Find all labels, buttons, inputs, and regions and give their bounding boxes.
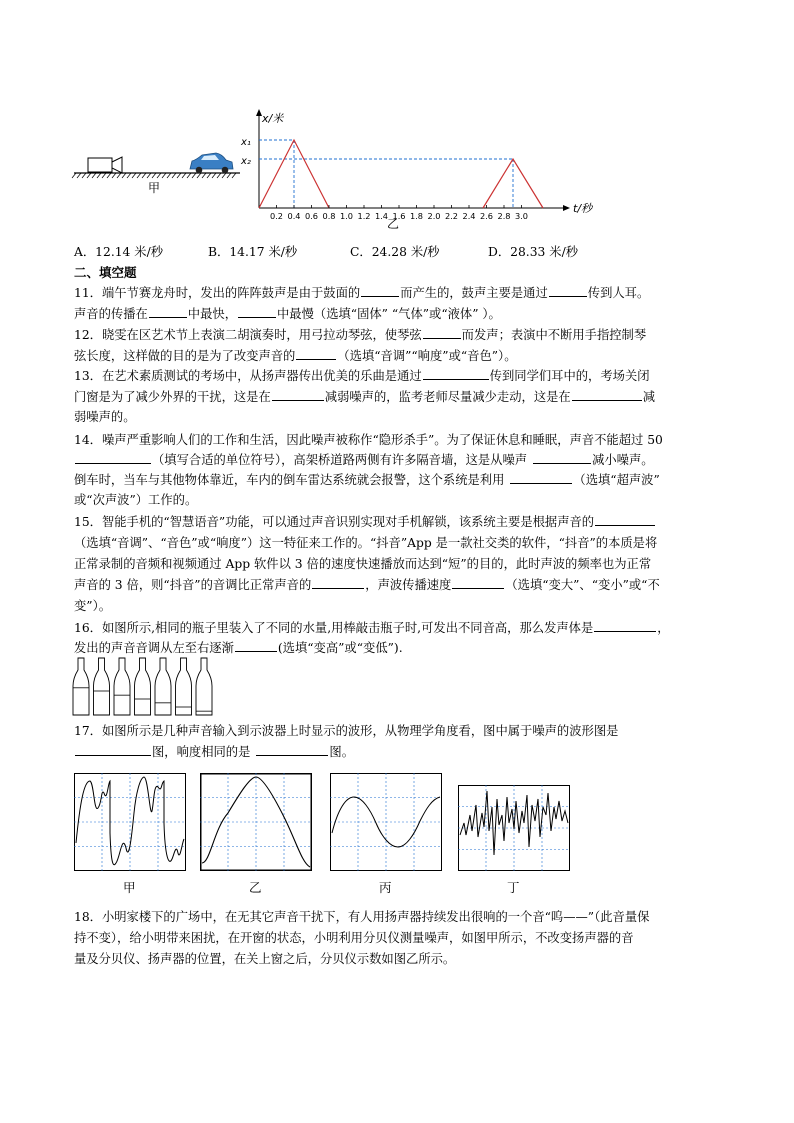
q11-blank-2[interactable] <box>549 283 587 297</box>
y-axis-label: x/米 <box>262 112 284 125</box>
q15-line2: （选填“音调”、“音色”或“响度”）这一特征来工作的。“抖音”App 是一款社交类的软件，“抖音”的本质是将 <box>74 536 658 550</box>
q16-blank-2[interactable] <box>235 638 277 652</box>
q11-line1 <box>74 283 649 303</box>
bottle-icon <box>196 658 212 715</box>
q11-text-3: 传到人耳。 <box>587 286 650 300</box>
waveform-label-yi: 乙 <box>249 880 262 895</box>
q14-blank-3[interactable] <box>510 470 572 484</box>
waveform-label-jia: 甲 <box>123 880 136 895</box>
q13-blank-3[interactable] <box>572 387 642 401</box>
figure-yi-label: 乙 <box>387 217 400 231</box>
q15-text-3: ，声波传播速度 <box>365 578 452 592</box>
waveform-jia <box>74 773 186 871</box>
q16-line1 <box>74 618 670 638</box>
q15-line5: 变”）。 <box>74 599 112 613</box>
q13-line2 <box>74 387 655 407</box>
x-tick-label: 1.2 <box>357 211 371 221</box>
option-b[interactable]: B．14.17 米/秒 <box>208 245 298 259</box>
bottle-icon <box>73 658 89 715</box>
q11-blank-1[interactable] <box>361 283 399 297</box>
q11-blank-4[interactable] <box>238 304 276 318</box>
figure-jia-label: 甲 <box>148 181 161 195</box>
q11-text-6: 中最慢（选填“固体” “气体”或“液体” ）。 <box>277 307 501 321</box>
q15-line1 <box>74 512 656 532</box>
option-a[interactable]: A．12.14 米/秒 <box>74 245 164 259</box>
q18-line3: 量及分贝仪、扬声器的位置，在关上窗之后，分贝仪示数如图乙所示。 <box>74 952 456 966</box>
x-tick-label: 2.4 <box>462 211 476 221</box>
q11-text-2: 而产生的，鼓声主要是通过 <box>400 286 548 300</box>
x-tick-label: 0.4 <box>287 211 301 221</box>
q14-text-2: 减小噪声。 <box>592 453 654 467</box>
q18-line1: 18．小明家楼下的广场中，在无其它声音干扰下，有人用扬声器持续发出很响的一个音“呜——”（此音量保 <box>74 910 650 924</box>
waveform-bing <box>330 773 442 871</box>
q12-text-2: 而发声；表演中不断用手指控制琴 <box>461 328 647 342</box>
q14-text-4: （选填“超声波” <box>573 473 660 487</box>
q12-blank-1[interactable] <box>423 325 461 339</box>
y-tick-x2: x₂ <box>241 156 251 167</box>
x-tick-label: 0.6 <box>304 211 319 221</box>
x-tick-label: 3.0 <box>514 211 529 221</box>
option-d[interactable]: D．28.33 米/秒 <box>488 245 579 259</box>
q13-text-3: 门窗是为了减少外界的干扰，这是在 <box>74 390 271 404</box>
x-tick-label: 0.2 <box>269 211 284 221</box>
x-tick-label: 0.8 <box>322 211 336 221</box>
q11-text-4: 声音的传播在 <box>74 307 148 321</box>
q16-text-1: 16．如图所示,相同的瓶子里装入了不同的水量,用棒敲击瓶子时,可发出不同音高，那么发声体是 <box>74 621 594 635</box>
q16-line2 <box>74 638 403 658</box>
waveform-label-ding: 丁 <box>507 880 520 895</box>
q14-line1: 14．噪声严重影响人们的工作和生活，因此噪声被称作“隐形杀手”。为了保证休息和睡眠，声音不能超过 50 <box>74 433 663 447</box>
q17-text-1: 图，响度相同的是 <box>152 745 251 759</box>
x-tick-label: 2.6 <box>479 211 494 221</box>
q13-text-1: 13．在艺术素质测试的考场中，从扬声器传出优美的乐曲是通过 <box>74 369 422 383</box>
x-tick-label: 1.4 <box>374 211 389 221</box>
q16-text-2: ， <box>657 621 670 635</box>
q14-line2 <box>74 450 654 470</box>
q11-text-1: 11．端午节赛龙舟时，发出的阵阵鼓声是由于鼓面的 <box>74 286 361 300</box>
q17-line2 <box>74 742 354 762</box>
q14-blank-2[interactable] <box>533 450 591 464</box>
q13-line3: 弱噪声的。 <box>74 410 136 424</box>
waveform-label-bing: 丙 <box>379 880 392 895</box>
q12-line2 <box>74 346 517 366</box>
x-tick-label: 1.8 <box>409 211 424 221</box>
q11-blank-3[interactable] <box>149 304 187 318</box>
waveform-yi <box>200 773 312 871</box>
q13-text-5: 减 <box>642 390 656 404</box>
q17-blank-1[interactable] <box>75 742 151 756</box>
bottles-figure <box>70 656 220 718</box>
q16-text-3: 发出的声音音调从左至右逐渐 <box>74 641 234 655</box>
x-tick-label: 2.0 <box>427 211 441 221</box>
y-tick-x1: x₁ <box>241 137 251 148</box>
q13-line1 <box>74 366 650 386</box>
ground-hatch <box>72 173 240 178</box>
q15-blank-3[interactable] <box>452 575 504 589</box>
q12-text-3: 弦长度，这样做的目的是为了改变声音的 <box>74 349 296 363</box>
bottle-icon <box>155 658 171 715</box>
q13-text-2: 传到同学们耳中的，考场关闭 <box>489 369 650 383</box>
q18-line2: 持不变），给小明带来困扰，在开窗的状态，小明利用分贝仪测量噪声，如图甲所示，不改变扬声器的音 <box>74 931 634 945</box>
q14-line4: 或“次声波”）工作的。 <box>74 493 198 507</box>
q14-blank-1[interactable] <box>75 450 151 464</box>
q12-blank-2[interactable] <box>296 346 336 360</box>
q13-blank-2[interactable] <box>272 387 324 401</box>
x-tick-label: 2.8 <box>497 211 511 221</box>
q13-text-4: 减弱噪声的，监考老师尽量减少走动，这是在 <box>324 390 571 404</box>
car-icon <box>190 153 233 173</box>
speed-radar-device <box>88 157 122 173</box>
q15-line3: 正常录制的音频和视频通过 App 软件以 3 倍的速度快速播放而达到“短”的目的，此时声波的频率也为正常 <box>74 557 652 571</box>
q11-text-5: 中最快， <box>187 307 237 321</box>
bottle-icon <box>176 658 192 715</box>
xt-graph <box>240 109 594 231</box>
x-axis-label: t/秒 <box>573 202 593 215</box>
q15-text-2: 声音的 3 倍，则“抖音”的音调比正常声音的 <box>74 578 312 592</box>
x-tick-label: 1.0 <box>339 211 354 221</box>
bottle-icon <box>135 658 151 715</box>
option-c[interactable]: C．24.28 米/秒 <box>350 245 440 259</box>
q16-text-4: (选填“变高”或“变低”). <box>277 641 403 655</box>
q12-text-1: 12．晓雯在区艺术节上表演二胡演奏时，用弓拉动琴弦，使琴弦 <box>74 328 422 342</box>
q12-text-4: （选填“音调”“响度”或“音色”）。 <box>337 349 517 363</box>
q14-line3 <box>74 470 660 490</box>
q17-text-2: 图。 <box>329 745 354 759</box>
q17-blank-2[interactable] <box>256 742 328 756</box>
q15-blank-1[interactable] <box>595 512 655 526</box>
q11-line2 <box>74 304 501 324</box>
bottle-icon <box>94 658 110 715</box>
q15-line4 <box>74 575 660 595</box>
q13-blank-1[interactable] <box>423 366 489 380</box>
q17-line1: 17．如图所示是几种声音输入到示波器上时显示的波形，从物理学角度看，图中属于噪声的波形图是 <box>74 724 619 738</box>
waveform-ding <box>458 785 570 871</box>
q15-blank-2[interactable] <box>312 575 364 589</box>
x-tick-label: 2.2 <box>444 211 459 221</box>
q15-text-4: （选填“变大”、“变小”或“不 <box>505 578 660 592</box>
car-radar-figure <box>70 100 610 235</box>
q14-text-1: （填写合适的单位符号），高架桥道路两侧有许多隔音墙，这是从噪声 <box>152 453 528 467</box>
section-title: 二、填空题 <box>74 265 137 280</box>
q15-text-1: 15．智能手机的“智慧语音”功能，可以通过声音识别实现对手机解锁，该系统主要是根据声音的 <box>74 515 595 529</box>
q12-line1 <box>74 325 646 345</box>
bottle-icon <box>114 658 130 715</box>
q16-blank-1[interactable] <box>594 618 656 632</box>
q14-text-3: 倒车时，当车与其他物体靠近，车内的倒车雷达系统就会报警，这个系统是利用 <box>74 473 505 487</box>
x-tick-label: 1.6 <box>392 211 406 221</box>
